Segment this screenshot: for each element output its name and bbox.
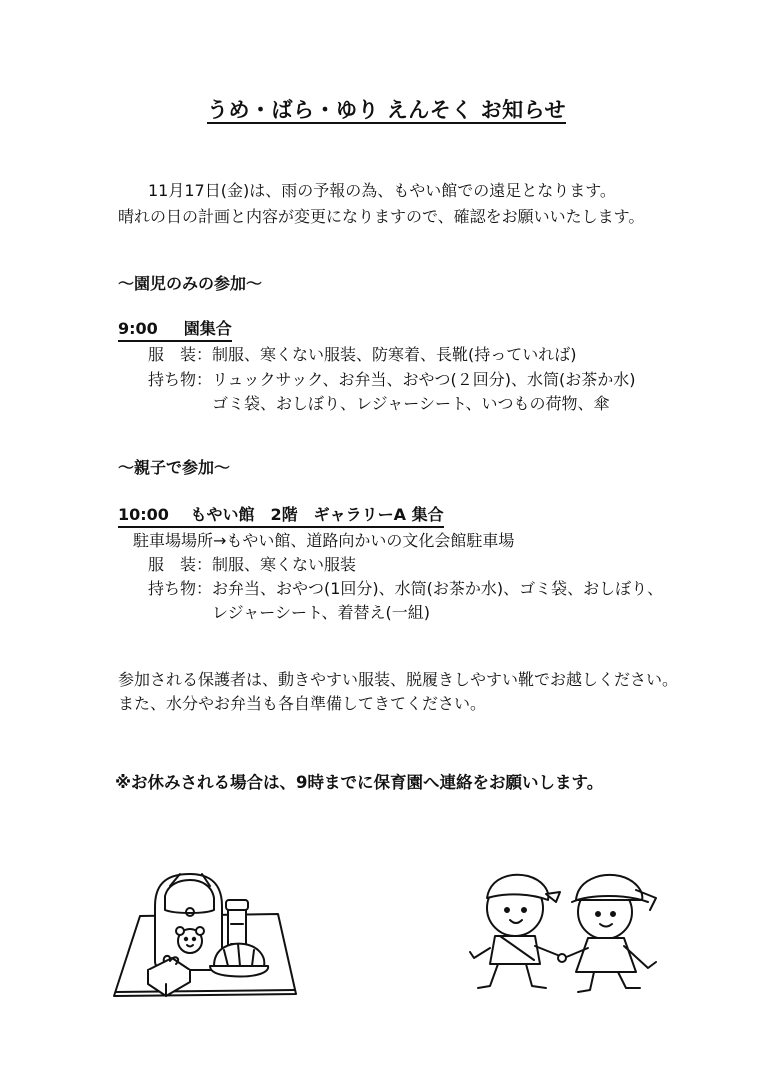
section-parents-heading: ～親子で参加～ [118, 458, 231, 477]
children-schedule [118, 319, 232, 342]
absence-note: ※お休みされる場合は、9時までに保育園へ連絡をお願いします。 [115, 773, 604, 792]
parents-clothing-label: 服 装： [148, 555, 213, 574]
parents-items-label: 持ち物： [148, 579, 213, 598]
guardian-note-line-2: また、水分やお弁当も各自準備してきてください。 [118, 694, 487, 713]
children-place: 園集合 [183, 319, 232, 338]
children-time-place-underline [118, 319, 232, 342]
parents-time-place: 10:00 もやい館 2階 ギャラリーA 集合 [118, 505, 444, 528]
parents-schedule [118, 505, 444, 528]
children-time: 9:00 [118, 319, 158, 338]
children-items-line-2: ゴミ袋、おしぼり、レジャーシート、いつもの荷物、傘 [212, 394, 610, 413]
intro-line-2: 晴れの日の計画と内容が変更になりますので、確認をお願いいたします。 [118, 207, 645, 226]
section-children-heading: ～園児のみの参加～ [118, 274, 263, 293]
children-clothing-label: 服 装： [148, 345, 213, 364]
guardian-note-line-1: 参加される保護者は、動きやすい服装、脱履きしやすい靴でお越しください。 [118, 670, 679, 689]
intro-line-1: 11月17日(金)は、雨の予報の為、もやい館での遠足となります。 [148, 181, 616, 200]
parents-items-line-2: レジャーシート、着替え(一組) [212, 603, 431, 622]
children-items-line-1: リュックサック、お弁当、おやつ(２回分)、水筒(お茶か水) [212, 370, 636, 389]
children-walking-icon [460, 868, 675, 998]
parents-items-line-1: お弁当、おやつ(1回分)、水筒(お茶か水)、ゴミ袋、おしぼり、 [212, 579, 664, 598]
parents-clothing-value: 制服、寒くない服装 [212, 555, 357, 574]
picnic-items-icon [110, 866, 300, 1001]
page-title: うめ・ばら・ゆり えんそく お知らせ [207, 98, 566, 122]
children-clothing-value: 制服、寒くない服装、防寒着、長靴(持っていれば) [212, 345, 577, 364]
children-items-label: 持ち物： [148, 370, 213, 389]
parking-info: 駐車場場所→もやい館、道路向かいの文化会館駐車場 [133, 531, 515, 550]
